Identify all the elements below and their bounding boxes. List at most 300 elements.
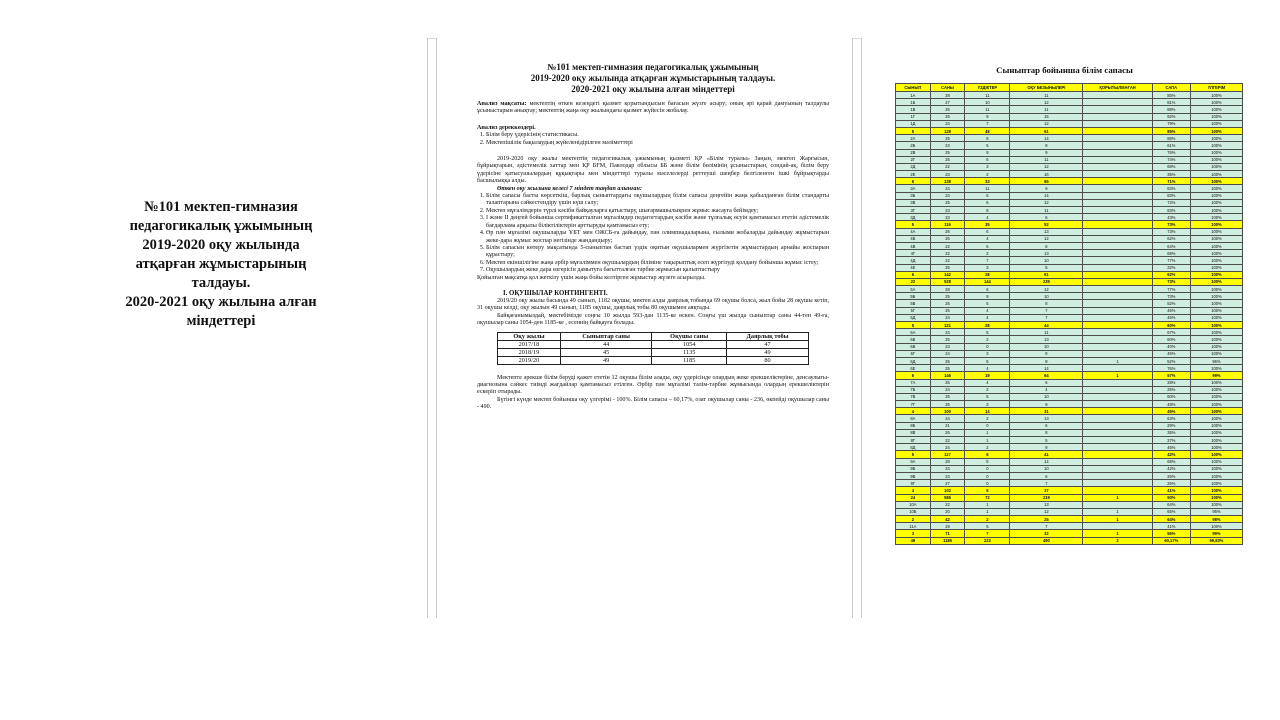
quality-table-title: Сыныптар бойынша білім сапасы <box>996 65 1133 75</box>
table-row <box>896 444 1243 451</box>
table-header: СЫНЫП <box>896 84 931 92</box>
table-cell: 1 <box>1083 516 1152 523</box>
table-cell: 19 <box>965 372 1010 379</box>
table-cell: 46% <box>1152 444 1190 451</box>
table-row <box>896 156 1243 163</box>
cover-title: №101 мектеп-гимназия педагогикалық ұжымының 2019-2020 оқу жылында атқарған жұмыстарының талдауы. 2020-2021 оқу жылына алған міндеттері <box>125 199 317 329</box>
table-cell: 28 <box>930 458 965 465</box>
list-item: 3. I және II деңгей бойынша сертификатталған мұғалімдер педагогтардың кәсіби және тұлғалық өсуін қамтамасыз ететін әдістемелік бағдарлама арқылы біліктіліктерін арттыруды қамтамасыз ету; <box>486 215 829 230</box>
table-cell: 64% <box>1152 516 1190 523</box>
table-cell <box>1083 207 1152 214</box>
table-cell: 4Г <box>896 250 931 257</box>
table-cell <box>1083 444 1152 451</box>
table-cell: 100% <box>1190 437 1242 444</box>
table-cell: 32 <box>1010 530 1083 537</box>
table-cell: 12 <box>1010 508 1083 515</box>
table-cell: 71% <box>1152 178 1190 185</box>
table-cell: 142 <box>930 271 965 278</box>
table-cell: 8В <box>896 429 931 436</box>
table-cell: 28 <box>965 322 1010 329</box>
table-cell: 3Б <box>896 192 931 199</box>
table-cell: 35% <box>1152 171 1190 178</box>
table-cell: 100% <box>1190 199 1242 206</box>
table-cell: 8 <box>1010 429 1083 436</box>
table-cell: 23 <box>930 171 965 178</box>
table-cell: 1 <box>965 501 1010 508</box>
table-cell: 6 <box>965 199 1010 206</box>
table-cell: 21 <box>930 422 965 429</box>
table-cell: 1 <box>1083 494 1152 501</box>
table-row <box>896 207 1243 214</box>
table-cell: 8 <box>1010 300 1083 307</box>
table-row <box>896 120 1243 127</box>
table-cell: 14 <box>965 408 1010 415</box>
table-cell: 42% <box>1152 465 1190 472</box>
table-cell: 2 <box>965 415 1010 422</box>
table-cell: 74% <box>1152 156 1190 163</box>
table-cell: 6 <box>1010 214 1083 221</box>
data-sources-list <box>477 132 829 147</box>
table-row <box>896 480 1243 487</box>
table-cell: 9 <box>1010 142 1083 149</box>
table-cell: 26 <box>930 228 965 235</box>
table-cell <box>1083 178 1152 185</box>
table-cell: 46% <box>1152 350 1190 357</box>
table-cell <box>1083 163 1152 170</box>
table-cell: 100% <box>1190 444 1242 451</box>
table-cell: 25 <box>930 300 965 307</box>
table-cell: 5А <box>896 286 931 293</box>
table-cell: 61 <box>1010 271 1083 278</box>
subtotal-row <box>896 127 1243 134</box>
table-cell: 6Б <box>896 336 931 343</box>
document-page-cover[interactable] <box>15 38 428 618</box>
table-cell: 41% <box>1152 523 1190 530</box>
table-cell <box>1083 465 1152 472</box>
analysis-goal-label: Анализ мақсаты: <box>477 101 527 107</box>
table-cell: 26 <box>930 113 965 120</box>
table-cell: 6А <box>896 329 931 336</box>
table-row <box>896 250 1243 257</box>
table-cell: 100% <box>1190 350 1242 357</box>
table-cell: 0 <box>965 465 1010 472</box>
table-cell: 6 <box>965 286 1010 293</box>
table-cell: 11 <box>1010 106 1083 113</box>
table-cell: 8 <box>965 207 1010 214</box>
table-cell: 4 <box>965 379 1010 386</box>
analysis-goal <box>477 101 829 116</box>
table-cell: 100% <box>1190 92 1242 99</box>
table-cell: 92% <box>1152 113 1190 120</box>
table-cell <box>1083 458 1152 465</box>
table-cell: 0 <box>965 472 1010 479</box>
table-cell: 9 <box>965 293 1010 300</box>
table-cell <box>1083 343 1152 350</box>
table-cell: 27% <box>1152 437 1190 444</box>
table-cell: 13 <box>1010 501 1083 508</box>
table-cell: 100% <box>1190 393 1242 400</box>
table-cell: 25 <box>1010 516 1083 523</box>
table-cell: 100% <box>1190 228 1242 235</box>
table-cell: 100% <box>1190 142 1242 149</box>
table-cell: 121 <box>930 322 965 329</box>
table-row <box>896 192 1243 199</box>
table-cell: 14 <box>1010 192 1083 199</box>
table-cell <box>1083 487 1152 494</box>
table-cell: 7 <box>965 530 1010 537</box>
table-cell: 528 <box>930 278 965 285</box>
table-cell: 100% <box>1190 343 1242 350</box>
table-cell: 100% <box>1190 250 1242 257</box>
table-cell <box>1083 113 1152 120</box>
table-cell: 68% <box>1152 250 1190 257</box>
table-cell: 100% <box>1190 379 1242 386</box>
table-cell <box>1083 408 1152 415</box>
subtotal-row <box>896 178 1243 185</box>
table-cell: 28 <box>930 92 965 99</box>
table-cell <box>1083 156 1152 163</box>
table-cell: 1 <box>1083 530 1152 537</box>
table-row <box>896 458 1243 465</box>
table-cell <box>1083 199 1152 206</box>
table-cell: 2А <box>896 135 931 142</box>
table-cell: 5 <box>896 127 931 134</box>
table-cell: 100% <box>1190 257 1242 264</box>
table-cell: 100% <box>1190 314 1242 321</box>
table-cell: 7 <box>1010 523 1083 530</box>
table-cell: 100% <box>1190 472 1242 479</box>
table-cell: 50% <box>1152 494 1190 501</box>
table-cell: 2 <box>1083 537 1152 544</box>
table-cell: 11 <box>965 92 1010 99</box>
table-cell: 41% <box>1152 487 1190 494</box>
table-row <box>896 401 1243 408</box>
table-cell: 46% <box>1152 314 1190 321</box>
table-cell: 100% <box>1190 235 1242 242</box>
table-cell <box>1083 127 1152 134</box>
table-cell: 4 <box>896 408 931 415</box>
table-cell: 5 <box>965 142 1010 149</box>
table-row <box>896 228 1243 235</box>
table-cell: 28 <box>965 271 1010 278</box>
table-cell: 128 <box>930 127 965 134</box>
table-cell: 16 <box>1010 171 1083 178</box>
table-cell: 10 <box>965 99 1010 106</box>
table-cell <box>1083 135 1152 142</box>
table-cell: 49 <box>896 537 931 544</box>
table-cell: 61% <box>1152 142 1190 149</box>
table-cell: 2Б <box>896 142 931 149</box>
table-cell: 100% <box>1190 429 1242 436</box>
table-cell: 7Б <box>896 386 931 393</box>
section1-paragraph: 2019/20 оқу жылы басында 49 сынып, 1182 оқушы, мектеп алды даярлық тобында 69 оқушы болса, жыл бойы 28 оқушы кетіп, 31 оқушы келді, оқу жылын 49 сынып, 1185 оқушы, даярлық тобы 80 оқушымен аяқтады. <box>477 297 829 312</box>
table-row <box>896 142 1243 149</box>
table-row <box>896 149 1243 156</box>
table-cell: 63% <box>1152 415 1190 422</box>
table-cell: 26 <box>930 235 965 242</box>
list-item: 6. Мектеп екіншілігіне жаңа әрбір мұғаліммен оқушылардың біліміне тақырыптық есеп жүргізуді қолдану бойынша жұмыс істеу; <box>486 260 829 267</box>
tasks-list <box>477 193 829 274</box>
section1-paragraph: Байқағанымыздай, мектебімізде соңғы 10 жылда 593-дан 1135-ке өскен. Соңғы үш жылда сыныптар саны 44-тен 49-ға, оқушылар саны 1054-ден 1185-ке , есеннің байқауға болады. <box>477 312 829 327</box>
table-cell <box>1083 278 1152 285</box>
data-sources-label: Анализ дереккөздері. <box>477 124 536 131</box>
table-cell <box>1083 307 1152 314</box>
table-cell: 14 <box>1010 365 1083 372</box>
table-row <box>896 329 1243 336</box>
table-cell: 100 <box>930 408 965 415</box>
table-cell <box>1083 142 1152 149</box>
table-cell: 100% <box>1190 501 1242 508</box>
table-cell: 6Г <box>896 350 931 357</box>
table-cell: 24 <box>930 415 965 422</box>
table-cell <box>1083 242 1152 249</box>
table-cell: 4 <box>965 214 1010 221</box>
table-cell: 0 <box>965 422 1010 429</box>
table-cell <box>1083 228 1152 235</box>
table-cell: 100% <box>1190 408 1242 415</box>
table-cell: 100% <box>1190 163 1242 170</box>
table-cell: 3В <box>896 199 931 206</box>
table-cell: 2Г <box>896 156 931 163</box>
table-cell <box>1083 422 1152 429</box>
table-cell: 25 <box>930 156 965 163</box>
table-cell: 100% <box>1190 106 1242 113</box>
table-cell: 5 <box>896 322 931 329</box>
table-cell: 7Г <box>896 401 931 408</box>
table-row <box>896 393 1243 400</box>
table-cell: 7 <box>1010 314 1083 321</box>
document-page-analysis[interactable] <box>436 38 853 618</box>
table-cell: 2Д <box>896 163 931 170</box>
table-cell: 4Д <box>896 257 931 264</box>
table-cell: 7В <box>896 393 931 400</box>
table-cell: 100% <box>1190 415 1242 422</box>
table-cell: 100% <box>1190 271 1242 278</box>
table-row <box>896 99 1243 106</box>
table-cell: 7 <box>1010 307 1083 314</box>
table-header: Оқу жылы <box>498 332 561 340</box>
table-cell: 1 <box>965 429 1010 436</box>
table-cell: 1054 <box>652 340 727 348</box>
table-cell <box>1083 92 1152 99</box>
table-row <box>896 350 1243 357</box>
table-cell: 24 <box>930 465 965 472</box>
table-cell: 68% <box>1152 163 1190 170</box>
table-cell: 100% <box>1190 386 1242 393</box>
table-cell: 99% <box>1190 372 1242 379</box>
table-cell <box>1083 99 1152 106</box>
table-row <box>896 523 1243 530</box>
table-row <box>896 300 1243 307</box>
table-cell: 9Г <box>896 480 931 487</box>
table-cell: 33 <box>965 178 1010 185</box>
table-row <box>896 92 1243 99</box>
table-row <box>896 171 1243 178</box>
table-header: Оқушы саны <box>652 332 727 340</box>
table-cell: 64% <box>1152 242 1190 249</box>
table-cell <box>1083 437 1152 444</box>
table-cell: 52% <box>1152 300 1190 307</box>
table-cell: 4 <box>965 307 1010 314</box>
table-cell: 31 <box>1010 408 1083 415</box>
table-cell: 3А <box>896 185 931 192</box>
table-cell: 100% <box>1190 487 1242 494</box>
table-cell: 8 <box>965 135 1010 142</box>
table-cell: 60% <box>1152 336 1190 343</box>
table-header: САПА <box>1152 84 1190 92</box>
table-row <box>896 429 1243 436</box>
table-cell: 8А <box>896 415 931 422</box>
table-row <box>896 293 1243 300</box>
table-cell: 100% <box>1190 480 1242 487</box>
table-header: Даярлық тобы <box>727 332 809 340</box>
table-cell: 119 <box>930 221 965 228</box>
table-cell: 1В <box>896 106 931 113</box>
table-cell <box>1083 386 1152 393</box>
table-cell: 7 <box>965 120 1010 127</box>
table-cell: 13 <box>1010 415 1083 422</box>
table-cell: 1 <box>965 437 1010 444</box>
table-row <box>896 508 1243 515</box>
table-cell: 12 <box>1010 199 1083 206</box>
table-cell: 4Б <box>896 235 931 242</box>
table-row <box>498 348 809 356</box>
table-cell <box>1083 300 1152 307</box>
table-header: ҚОРЫТЫЛМАҒАН <box>1083 84 1152 92</box>
table-cell: 4А <box>896 228 931 235</box>
table-cell: 22 <box>896 278 931 285</box>
table-cell: 22 <box>930 250 965 257</box>
table-cell <box>1083 264 1152 271</box>
document-page-quality-table[interactable] <box>861 38 1267 618</box>
table-cell: 2017/18 <box>498 340 561 348</box>
table-cell: 6 <box>965 156 1010 163</box>
table-cell: 100% <box>1190 156 1242 163</box>
table-cell: 42% <box>1152 451 1190 458</box>
table-row <box>896 472 1243 479</box>
table-cell: 45 <box>560 348 651 356</box>
table-row <box>896 465 1243 472</box>
table-header: ҮЗДІКТЕР <box>965 84 1010 92</box>
subtotal-row <box>896 487 1243 494</box>
table-cell: 85% <box>1152 127 1190 134</box>
table-cell: 24 <box>930 329 965 336</box>
table-cell: 2 <box>965 386 1010 393</box>
table-cell: 23 <box>930 207 965 214</box>
list-item: 5. Білім сапасын көтеру мақсатында 5-сыныптан бастап үздік оқитын оқушылармен жүргізетін жұмыстардың арнайы жоспарын құрастыру; <box>486 245 829 260</box>
table-cell: 2В <box>896 149 931 156</box>
table-cell: 98% <box>1190 516 1242 523</box>
table-cell: 100% <box>1190 278 1242 285</box>
table-cell <box>1083 472 1152 479</box>
table-cell: 35% <box>1152 429 1190 436</box>
table-cell: 2 <box>965 444 1010 451</box>
table-row <box>896 501 1243 508</box>
table-cell: 29 <box>930 523 965 530</box>
table-cell: 24 <box>930 120 965 127</box>
table-cell: 11 <box>965 185 1010 192</box>
table-cell: 99,83% <box>1190 537 1242 544</box>
table-cell: 27 <box>930 480 965 487</box>
table-cell: 14 <box>1010 135 1083 142</box>
table-cell: 2Е <box>896 171 931 178</box>
table-cell: 6 <box>1010 472 1083 479</box>
table-cell: 7А <box>896 379 931 386</box>
table-cell: 3 <box>965 163 1010 170</box>
table-cell: 47 <box>727 340 809 348</box>
table-cell: 100% <box>1190 458 1242 465</box>
table-cell: 100% <box>1190 221 1242 228</box>
subtotal-row <box>896 494 1243 501</box>
table-cell: 73% <box>1152 293 1190 300</box>
table-cell: 9 <box>1010 185 1083 192</box>
table-cell: 65% <box>1152 508 1190 515</box>
table-row <box>896 307 1243 314</box>
table-cell <box>1083 120 1152 127</box>
table-cell: 12 <box>1010 99 1083 106</box>
table-cell: 24 <box>930 185 965 192</box>
table-cell: 219 <box>1010 494 1083 501</box>
table-cell: 99% <box>1190 530 1242 537</box>
table-cell <box>1083 429 1152 436</box>
table-cell: 100% <box>1190 307 1242 314</box>
table-cell: 100% <box>1190 120 1242 127</box>
table-cell: 5 <box>965 300 1010 307</box>
table-cell: 25 <box>930 106 965 113</box>
subtotal-row <box>896 530 1243 537</box>
table-cell: 55% <box>1152 530 1190 537</box>
table-cell <box>1083 480 1152 487</box>
table-cell: 6 <box>1010 379 1083 386</box>
table-row <box>896 135 1243 142</box>
table-cell: 223 <box>965 537 1010 544</box>
table-cell <box>1083 106 1152 113</box>
table-row <box>896 199 1243 206</box>
table-cell: 57% <box>1152 372 1190 379</box>
table-cell: 26% <box>1152 472 1190 479</box>
table-cell: 5 <box>965 487 1010 494</box>
table-cell: 100% <box>1190 523 1242 530</box>
table-cell <box>1083 329 1152 336</box>
table-cell: 1 <box>1083 372 1152 379</box>
table-cell: 6 <box>965 192 1010 199</box>
table-cell: 83% <box>1152 207 1190 214</box>
table-row <box>896 214 1243 221</box>
table-cell <box>1083 350 1152 357</box>
table-cell <box>1083 286 1152 293</box>
table-cell: 23 <box>930 472 965 479</box>
table-cell <box>1083 250 1152 257</box>
table-cell: 73% <box>1152 228 1190 235</box>
table-cell: 2 <box>965 250 1010 257</box>
table-cell: 4 <box>965 314 1010 321</box>
table-cell: 9Б <box>896 465 931 472</box>
table-cell: 100% <box>1190 178 1242 185</box>
table-cell: 10Б <box>896 508 931 515</box>
table-cell: 4 <box>965 235 1010 242</box>
table-cell: 12 <box>1010 163 1083 170</box>
intro-paragraph: 2019-2020 оқу жылы мектептің педагогикалық ұжымының қызметі ҚР «Білім туралы» Заңын, мектеп Жарғысын, бұйрықтарын, әдістемелік хаттар мен ҚР БҒМ, Павлодар облысы ББ және білім бөлімінің ұсыныстарын, сондай-ақ, білім беру үдерісіне қатысушылардың құқықтары мен міндеттері туралы мәселелерді реттеуші шеңбер белгіленген ішкі бұйрықтарды басшылыққа алды. <box>477 156 829 185</box>
table-cell: 6 <box>965 242 1010 249</box>
table-cell: 2019/20 <box>498 356 561 364</box>
table-row <box>896 365 1243 372</box>
table-cell <box>1083 314 1152 321</box>
subtotal-row <box>896 408 1243 415</box>
subtotal-row <box>896 322 1243 329</box>
table-cell: 96% <box>1190 357 1242 364</box>
table-cell <box>1083 171 1152 178</box>
list-item: 1. Білім беру үдерісінің статистикасы. <box>486 132 829 139</box>
